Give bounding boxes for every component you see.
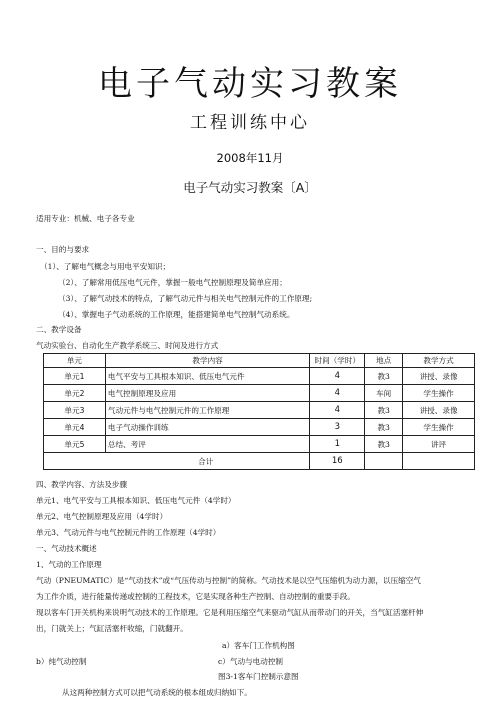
sub-title: 工程训练中心 (190, 113, 310, 133)
table-cell: 车间 (365, 385, 403, 402)
objective-item-1: （1）、了解电气概念与用电平安知识； (40, 262, 171, 271)
unit-3-line: 单元3、气动元件与电气控制元件的工作原理（4学时） (36, 528, 221, 537)
figure-label-c: c）气动与电动控制 (218, 657, 284, 666)
header-place: 地点 (365, 354, 403, 368)
table-cell: 教3 (365, 368, 403, 385)
objective-item-3: （3）、了解气动技术的特点，了解气动元件与相关电气控制元件的工作原理; (58, 294, 313, 303)
figure-label-b: b）纯气动控制 (36, 657, 87, 666)
plan-title: 电子气动实习教案〔A〕 (183, 180, 317, 195)
subsection-principle: 1、气动的工作原理 (36, 560, 102, 569)
section-objectives-heading: 一、目的与要求 (36, 245, 90, 254)
header-method: 教学方式 (403, 354, 475, 368)
equipment-line: 气动实验台、自动化生产教学系统三、时间及进行方式 (36, 341, 219, 350)
table-cell: 电子气动操作训练 (105, 419, 309, 436)
table-row (44, 419, 475, 436)
table-cell (403, 453, 475, 470)
table-cell: 教3 (365, 402, 403, 419)
table-cell: 4 (310, 385, 365, 402)
table-row (44, 368, 475, 385)
document-date: 2008年11月 (216, 151, 284, 165)
paragraph-2-line-2: 出，门就关上；气缸活塞杆收缩，门就翻开。 (36, 624, 188, 633)
table-cell: 单元3 (44, 402, 106, 419)
total-label: 合计 (44, 453, 310, 470)
section-equipment-heading: 二、教学设备 (36, 325, 82, 334)
table-cell: 讲授、录像 (403, 402, 475, 419)
table-cell: 讲评 (403, 436, 475, 453)
table-cell: 单元1 (44, 368, 106, 385)
applicable-major: 适用专业：机械、电子各专业 (36, 214, 135, 223)
table-cell: 3 (310, 419, 365, 436)
objective-item-2: （2）、了解常用低压电气元件，掌握一般电气控制原理及简单应用； (58, 278, 287, 287)
table-cell: 电气平安与工具根本知识、低压电气元件 (105, 368, 309, 385)
table-cell: 讲授、录像 (403, 368, 475, 385)
table-cell: 教3 (365, 419, 403, 436)
table-cell: 教3 (365, 436, 403, 453)
table-cell (365, 453, 403, 470)
table-cell: 学生操作 (403, 385, 475, 402)
table-row (44, 385, 475, 402)
table-cell: 学生操作 (403, 419, 475, 436)
paragraph-1-line-2: 为工作介质，进行能量传递或控制的工程技术，它是实现各种生产控制、自动控制的重要手段。 (36, 592, 355, 601)
objective-item-4: （4）、掌握电子气动系统的工作原理，能搭建简单电气控制气动系统。 (58, 310, 295, 319)
main-title: 电子气动实习教案 (98, 64, 402, 104)
table-row (44, 402, 475, 419)
header-content: 教学内容 (105, 354, 309, 368)
table-cell: 4 (310, 368, 365, 385)
table-row (44, 436, 475, 453)
paragraph-1-line-1: 气动（PNEUMATIC）是“气动技术”或“气压传动与控制”的简称。气动技术是以空气压缩机为动力源，以压缩空气 (36, 576, 421, 585)
unit-2-line: 单元2、电气控制原理及应用（4学时） (36, 512, 168, 521)
table-cell: 1 (310, 436, 365, 453)
paragraph-3: 从这两种控制方式可以把气动系统的根本组成归纳如下。 (62, 688, 252, 697)
subsection-heading: 一、气动技术概述 (36, 544, 97, 553)
section-content-heading: 四、教学内容、方法及步骤 (36, 480, 128, 489)
table-cell: 4 (310, 402, 365, 419)
table-cell: 单元2 (44, 385, 106, 402)
table-cell: 总结、考评 (105, 436, 309, 453)
unit-1-line: 单元1、电气平安与工具根本知识、低压电气元件（4学时） (36, 496, 236, 505)
table-cell: 单元5 (44, 436, 106, 453)
header-hours: 时间（学时） (310, 354, 365, 368)
paragraph-2-line-1: 现以客车门开关机构来说明气动技术的工作原理。它是利用压缩空气来驱动气缸从而带动门的开关，当气缸活塞杆伸 (36, 608, 424, 617)
figure-caption: 图3-1客车门控制示意图 (218, 672, 299, 681)
header-unit: 单元 (44, 354, 106, 368)
table-header-row (44, 354, 475, 368)
table-total-row (44, 453, 475, 470)
table-cell: 单元4 (44, 419, 106, 436)
total-value: 16 (310, 453, 365, 470)
table-cell: 气动元件与电气控制元件的工作原理 (105, 402, 309, 419)
table-cell: 电气控制原理及应用 (105, 385, 309, 402)
schedule-table (43, 353, 475, 470)
figure-label-a: a）客车门工作机构图 (222, 641, 295, 650)
